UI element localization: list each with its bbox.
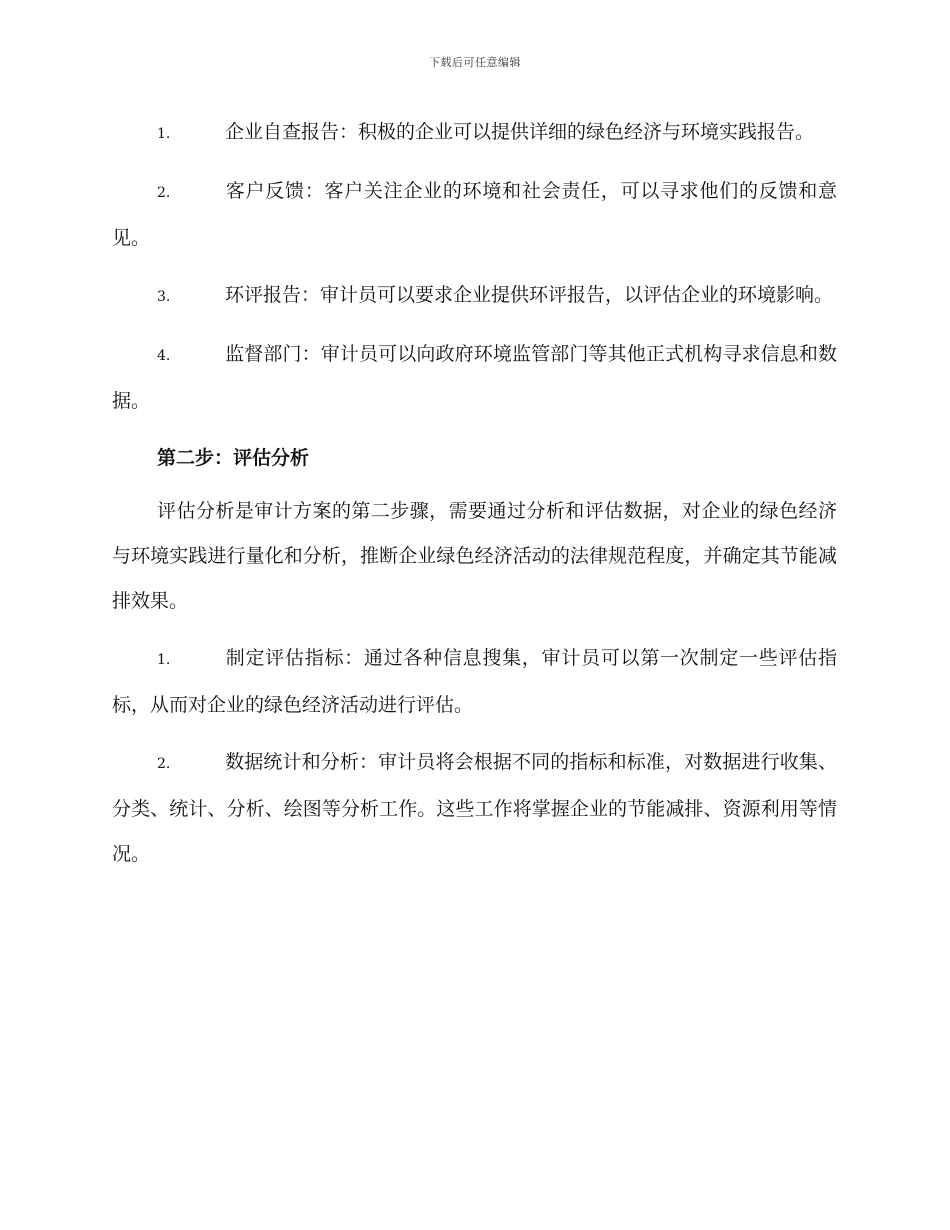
list-item	[112, 273, 837, 320]
list-number: 2.	[157, 185, 171, 201]
list-text: 数据统计和分析：审计员将会根据不同的指标和标准，对数据进行收集、分类、统计、分析、绘图等分析工作。这些工作将掌握企业的节能减排、资源利用等情况。	[112, 751, 837, 865]
page-header: 下载后可任意编辑	[429, 56, 521, 69]
list-item	[112, 169, 837, 261]
list-item	[112, 740, 837, 877]
list-text: 企业自查报告：积极的企业可以提供详细的绿色经济与环境实践报告。	[225, 121, 815, 143]
section-intro-paragraph: 评估分析是审计方案的第二步骤，需要通过分析和评估数据，对企业的绿色经济与环境实践进行量化和分析，推断企业绿色经济活动的法律规范程度，并确定其节能减排效果。	[112, 500, 837, 612]
document-body	[112, 110, 837, 889]
list-text: 客户反馈：客户关注企业的环境和社会责任，可以寻求他们的反馈和意见。	[112, 180, 837, 249]
list-number: 1.	[157, 652, 171, 668]
list-number: 4.	[157, 348, 171, 364]
list-text: 环评报告：审计员可以要求企业提供环评报告，以评估企业的环境影响。	[225, 284, 834, 306]
list-number: 3.	[157, 289, 171, 305]
section-heading: 第二步：评估分析	[157, 447, 310, 469]
list-number: 1.	[157, 126, 171, 142]
list-item	[112, 332, 837, 424]
list-item	[112, 110, 837, 157]
list-number: 2.	[157, 756, 171, 772]
list-text: 制定评估指标：通过各种信息搜集，审计员可以第一次制定一些评估指标，从而对企业的绿色经济活动进行评估。	[112, 647, 837, 716]
list-item	[112, 636, 837, 728]
list-text: 监督部门：审计员可以向政府环境监管部门等其他正式机构寻求信息和数据。	[112, 343, 837, 412]
